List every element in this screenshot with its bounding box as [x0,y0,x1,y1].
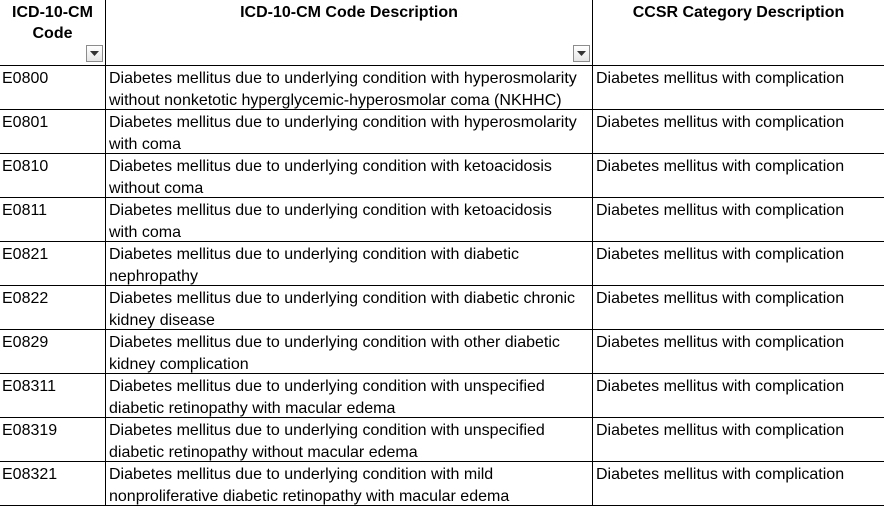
cell-description-line: Diabetes mellitus due to underlying condition with hyperosmolarity [109,114,577,131]
cell-category[interactable]: Diabetes mellitus with complication [596,114,845,131]
cell-description-line: without nonketotic hyperglycemic-hyperosmolar coma (NKHHC) [109,92,562,109]
table-row[interactable] [0,242,884,286]
cell-description-line: Diabetes mellitus due to underlying condition with diabetic chronic [109,290,576,307]
cell-description-line: Diabetes mellitus due to underlying condition with diabetic [109,246,520,263]
cell-description[interactable] [109,376,545,420]
cell-code[interactable]: E0801 [2,114,49,131]
cell-description-line: Diabetes mellitus due to underlying condition with mild [109,466,494,483]
cell-description-line: Diabetes mellitus due to underlying condition with unspecified [109,378,545,395]
cell-description-line: without coma [109,180,204,197]
cell-description[interactable] [109,200,552,244]
cell-description-line: nephropathy [109,268,198,285]
cell-code[interactable]: E0829 [2,334,49,351]
cell-code[interactable]: E0810 [2,158,49,175]
cell-category[interactable]: Diabetes mellitus with complication [596,290,845,307]
table-row[interactable] [0,198,884,242]
cell-description-line: Diabetes mellitus due to underlying condition with unspecified [109,422,545,439]
cell-code[interactable]: E0800 [2,70,49,87]
cell-category[interactable]: Diabetes mellitus with complication [596,334,845,351]
cell-description-line: with coma [109,136,182,153]
cell-category[interactable]: Diabetes mellitus with complication [596,70,845,87]
cell-code[interactable]: E0811 [2,202,48,219]
header-code-line2: Code [32,25,73,42]
table-row[interactable] [0,374,884,418]
cell-category[interactable]: Diabetes mellitus with complication [596,378,845,395]
cell-description[interactable] [109,288,575,332]
filter-dropdown-description[interactable] [573,45,590,62]
cell-description[interactable] [109,420,545,464]
cell-description[interactable] [109,464,509,508]
cell-description[interactable] [109,68,577,112]
cell-code[interactable]: E08321 [2,466,58,483]
cell-code[interactable]: E0821 [2,246,49,263]
filter-dropdown-code[interactable] [86,45,103,62]
row-border [0,505,884,506]
cell-description-line: Diabetes mellitus due to underlying condition with hyperosmolarity [109,70,577,87]
cell-description-line: diabetic retinopathy without macular edema [109,444,418,461]
cell-category[interactable]: Diabetes mellitus with complication [596,202,845,219]
cell-code[interactable]: E08311 [2,378,56,395]
dropdown-arrow-icon [90,51,99,56]
table-row[interactable] [0,330,884,374]
dropdown-arrow-icon [577,51,586,56]
cell-description-line: diabetic retinopathy with macular edema [109,400,396,417]
cell-category[interactable]: Diabetes mellitus with complication [596,246,845,263]
cell-description-line: kidney complication [109,356,249,373]
cell-description-line: Diabetes mellitus due to underlying condition with other diabetic [109,334,560,351]
header-category: CCSR Category Description [632,4,845,21]
cell-description-line: with coma [109,224,182,241]
table-row[interactable] [0,462,884,506]
cell-description[interactable] [109,156,552,200]
cell-code[interactable]: E0822 [2,290,49,307]
table-row[interactable] [0,154,884,198]
table-row[interactable] [0,66,884,110]
cell-description-line: kidney disease [109,312,215,329]
cell-description[interactable] [109,332,560,376]
cell-category[interactable]: Diabetes mellitus with complication [596,158,845,175]
cell-description[interactable] [109,112,577,156]
header-code [0,2,105,44]
cell-description-line: nonproliferative diabetic retinopathy with macular edema [109,488,510,505]
header-code-line1: ICD-10-CM [12,4,93,21]
table-row[interactable] [0,418,884,462]
cell-category[interactable]: Diabetes mellitus with complication [596,422,845,439]
table-row[interactable] [0,110,884,154]
cell-description-line: Diabetes mellitus due to underlying condition with ketoacidosis [109,202,552,219]
cell-code[interactable]: E08319 [2,422,58,439]
header-description: ICD-10-CM Code Description [240,4,458,21]
cell-description[interactable] [109,244,519,288]
table-row[interactable] [0,286,884,330]
cell-category[interactable]: Diabetes mellitus with complication [596,466,845,483]
cell-description-line: Diabetes mellitus due to underlying condition with ketoacidosis [109,158,552,175]
